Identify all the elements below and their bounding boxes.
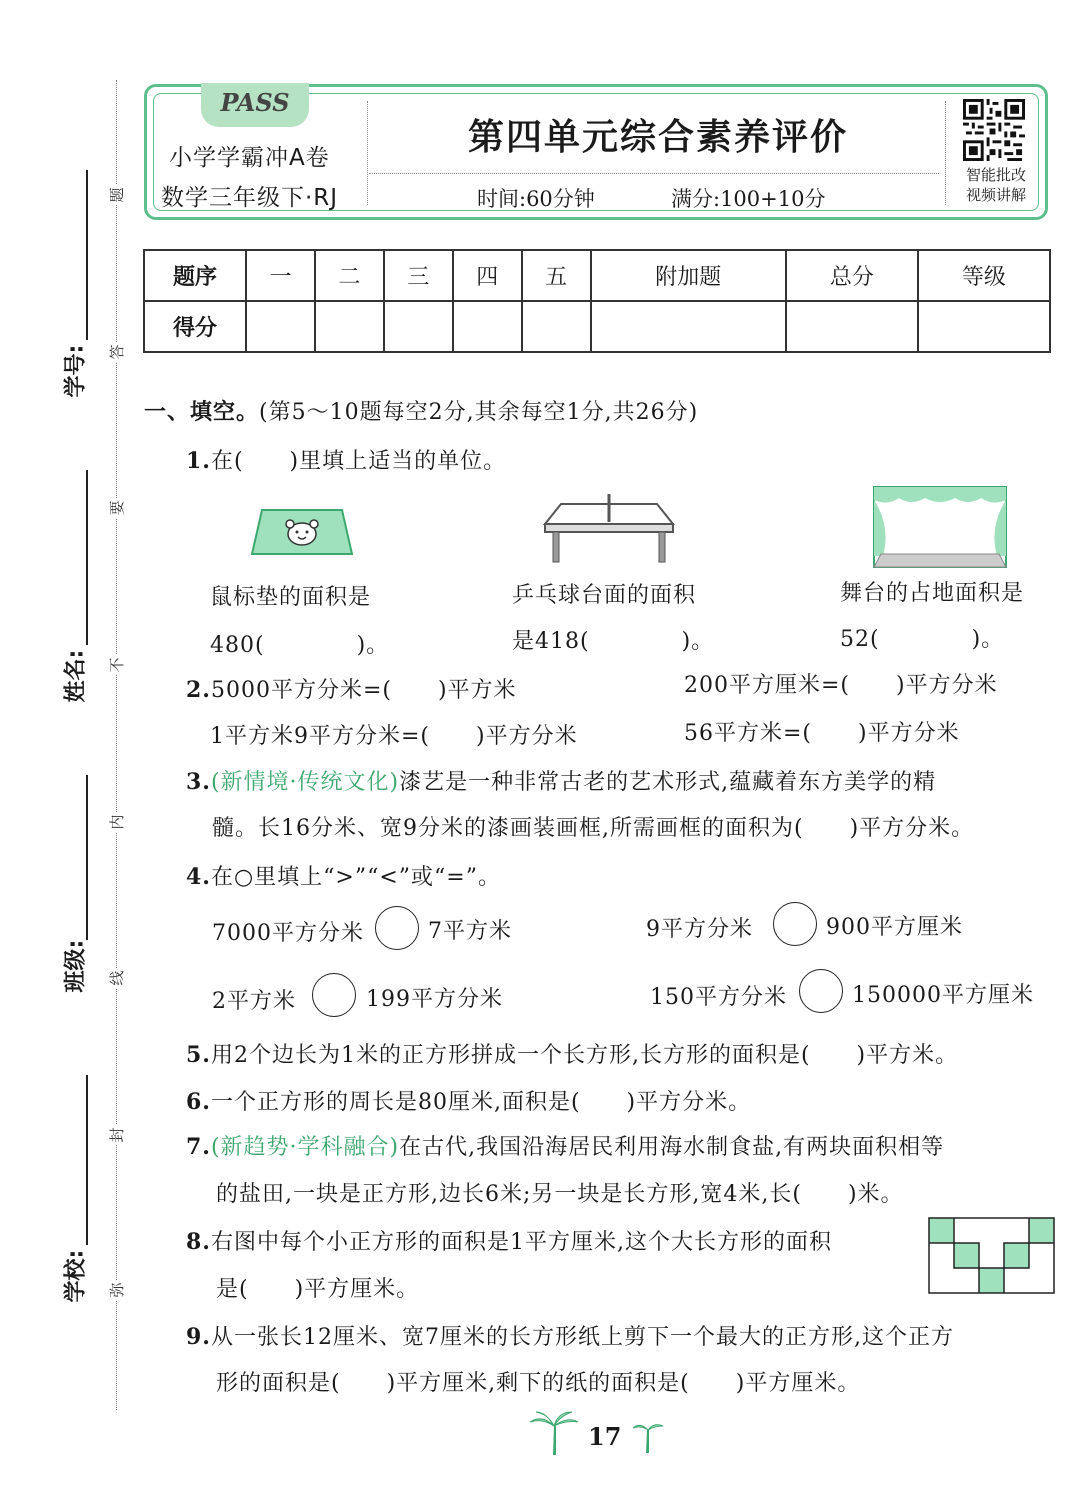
ping-pong-table-icon	[543, 492, 675, 564]
table-row	[144, 250, 1050, 301]
question-text: 漆艺是一种非常古老的艺术形式,蕴藏着东方美学的精	[399, 770, 937, 795]
section-heading	[144, 395, 698, 426]
grid-rectangle-figure	[928, 1217, 1055, 1294]
q4-b-left: 9平方分米	[646, 917, 753, 942]
question-3-line2: 髓。长16分米、宽9分米的漆画装画框,所需画框的面积为( )平方分米。	[212, 816, 975, 841]
q1-item-b-line2: 是418( )。	[512, 629, 715, 654]
seal-char: 封	[107, 1125, 127, 1145]
table-cell: 总分	[786, 250, 918, 301]
question-number: 3.	[186, 769, 211, 795]
question-2	[186, 673, 517, 704]
table-cell: 四	[453, 250, 522, 301]
score-input-cell[interactable]	[453, 301, 522, 352]
palm-tree-icon	[528, 1410, 580, 1456]
question-number: 9.	[186, 1324, 211, 1350]
question-9-line2: 形的面积是( )平方厘米,剩下的纸的面积是( )平方厘米。	[216, 1371, 861, 1396]
question-tag: (新情境·传统文化)	[210, 770, 400, 795]
score-input-cell[interactable]	[246, 301, 315, 352]
question-number: 4.	[186, 864, 211, 890]
score-input-cell[interactable]	[522, 301, 591, 352]
question-9	[186, 1320, 954, 1351]
student-id-field[interactable]	[86, 170, 88, 340]
question-number: 8.	[186, 1229, 211, 1255]
question-text: 在○里填上“>”“<”或“=”。	[210, 865, 501, 890]
seal-char: 弥	[107, 1280, 127, 1300]
q1-item-b-line1: 乒乓球台面的面积	[512, 583, 697, 608]
q1-item-c-line2: 52( )。	[840, 627, 1005, 652]
student-id-label: 学号:	[63, 344, 89, 398]
table-cell: 五	[522, 250, 591, 301]
question-number: 6.	[186, 1089, 211, 1115]
compare-circle[interactable]	[312, 973, 356, 1017]
time-limit: 时间:60分钟	[477, 187, 595, 211]
qr-code-icon[interactable]	[963, 99, 1025, 161]
q1-item-c-line1: 舞台的占地面积是	[840, 581, 1025, 606]
score-input-cell[interactable]	[786, 301, 918, 352]
table-row	[144, 301, 1050, 352]
compare-circle[interactable]	[773, 902, 817, 946]
section-label: 一、填空。	[144, 400, 260, 425]
table-cell: 一	[246, 250, 315, 301]
q2-item-c: 1平方米9平方分米=( )平方分米	[210, 724, 578, 749]
class-field[interactable]	[86, 775, 88, 940]
question-text: 用2个边长为1米的正方形拼成一个长方形,长方形的面积是( )平方米。	[210, 1043, 959, 1068]
score-input-cell[interactable]	[384, 301, 453, 352]
class-label: 班级:	[63, 939, 89, 993]
question-text: 从一张长12厘米、宽7厘米的长方形纸上剪下一个最大的正方形,这个正方	[210, 1325, 954, 1350]
q4-b-right: 900平方厘米	[826, 915, 963, 940]
question-text: 在古代,我国沿海居民利用海水制食盐,有两块面积相等	[399, 1135, 945, 1160]
school-field[interactable]	[86, 1075, 88, 1245]
school-label: 学校:	[63, 1249, 89, 1303]
section-note: (第5～10题每空2分,其余每空1分,共26分)	[259, 400, 699, 425]
compare-circle[interactable]	[799, 969, 843, 1013]
question-5	[186, 1038, 958, 1069]
page-number: 17	[588, 1422, 622, 1451]
question-number: 5.	[186, 1042, 211, 1068]
question-tag: (新趋势·学科融合)	[210, 1135, 400, 1160]
question-8-line2: 是( )平方厘米。	[216, 1277, 420, 1302]
seal-char: 内	[107, 812, 127, 832]
header-divider	[945, 101, 946, 205]
question-number: 2.	[186, 677, 211, 703]
question-7-line2: 的盐田,一块是正方形,边长6米;另一块是长方形,宽4米,长( )米。	[216, 1182, 904, 1207]
compare-circle[interactable]	[375, 906, 419, 950]
question-text: 5000平方分米=( )平方米	[210, 678, 517, 703]
seal-char: 不	[107, 655, 127, 675]
series-name: 小学学霸冲A卷	[169, 145, 330, 171]
q1-item-a-line2: 480( )。	[210, 633, 390, 658]
q4-d-right: 150000平方厘米	[852, 983, 1034, 1008]
name-label: 姓名:	[63, 649, 89, 703]
q4-a-right: 7平方米	[428, 919, 512, 944]
seal-char: 线	[107, 968, 127, 988]
question-number: 7.	[186, 1134, 211, 1160]
question-7	[186, 1130, 944, 1161]
question-6	[186, 1085, 751, 1116]
pass-logo: PASS	[201, 83, 309, 127]
q1-item-a-line1: 鼠标垫的面积是	[210, 585, 372, 610]
table-cell: 得分	[144, 301, 246, 352]
question-3	[186, 765, 936, 796]
question-text: 一个正方形的周长是80厘米,面积是( )平方分米。	[210, 1090, 752, 1115]
seal-char: 题	[107, 185, 127, 205]
table-cell: 二	[315, 250, 384, 301]
exam-header	[144, 84, 1048, 220]
table-cell: 等级	[918, 250, 1050, 301]
header-divider	[369, 173, 939, 174]
seal-char: 答	[107, 342, 127, 362]
header-divider	[367, 101, 368, 205]
full-score: 满分:100+10分	[671, 187, 826, 211]
table-cell: 三	[384, 250, 453, 301]
question-4	[186, 860, 501, 891]
question-text: 在( )里填上适当的单位。	[210, 449, 507, 474]
score-input-cell[interactable]	[591, 301, 786, 352]
binding-dotted-line	[116, 80, 117, 1410]
question-1	[186, 444, 506, 475]
question-8	[186, 1225, 832, 1256]
stage-icon	[873, 486, 1007, 568]
question-text: 右图中每个小正方形的面积是1平方厘米,这个大长方形的面积	[210, 1230, 832, 1255]
mouse-pad-icon	[250, 508, 354, 556]
table-cell: 题序	[144, 250, 246, 301]
subject-grade: 数学三年级下·RJ	[161, 185, 339, 211]
score-input-cell[interactable]	[315, 301, 384, 352]
seal-char: 要	[107, 498, 127, 518]
question-number: 1.	[186, 448, 211, 474]
q4-c-right: 199平方分米	[366, 987, 503, 1012]
q4-c-left: 2平方米	[212, 989, 296, 1014]
score-input-cell[interactable]	[918, 301, 1050, 352]
score-table	[143, 249, 1051, 353]
q2-item-b: 200平方厘米=( )平方分米	[684, 673, 998, 698]
palm-tree-icon	[632, 1420, 664, 1454]
name-field[interactable]	[86, 470, 88, 645]
page-title: 第四单元综合素养评价	[467, 117, 848, 158]
qr-caption	[959, 165, 1033, 205]
q4-a-left: 7000平方分米	[212, 921, 364, 946]
q2-item-d: 56平方米=( )平方分米	[684, 721, 960, 746]
table-cell: 附加题	[591, 250, 786, 301]
qr-caption-line: 智能批改	[965, 166, 1026, 184]
qr-caption-line: 视频讲解	[965, 186, 1026, 204]
q4-d-left: 150平方分米	[650, 985, 787, 1010]
